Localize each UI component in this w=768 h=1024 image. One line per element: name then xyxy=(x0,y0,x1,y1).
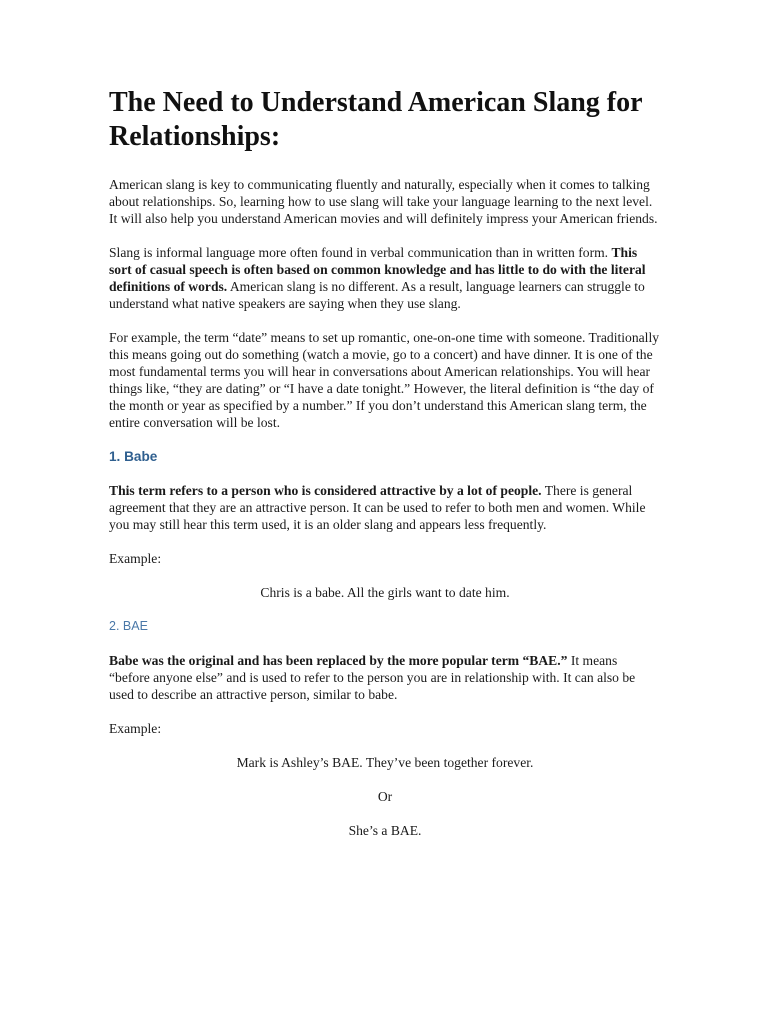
intro-paragraph-2-start: Slang is informal language more often found in verbal communication than in written form. xyxy=(109,245,609,260)
section-babe-text: There is general agreement that they are an attractive person. It can be used to refer to both men and women. While you may still hear this term used, it is an older slang and appears less frequently. xyxy=(109,483,646,532)
section-bae-example-or: Or xyxy=(377,789,393,804)
section-heading-bae: 2. BAE xyxy=(109,619,148,633)
document-title: The Need to Understand American Slang for Relationships: xyxy=(109,87,643,152)
section-babe-definition xyxy=(109,482,661,533)
document-page xyxy=(109,86,661,856)
intro-paragraph-2 xyxy=(109,244,661,312)
intro-paragraph-1: American slang is key to communicating fluently and naturally, especially when it comes to talking about relationships. So, learning how to use slang will take your language learning to the next level. It will also help you understand American movies and will definitely impress your American friends. xyxy=(109,177,658,226)
section-bae-example-label: Example: xyxy=(109,721,162,736)
section-bae-example-2: She’s a BAE. xyxy=(348,823,422,838)
section-bae-text: It means “before anyone else” and is used to refer to the person you are in relationship with. It can also be used to describe an attractive person, similar to babe. xyxy=(109,653,636,702)
section-bae-bold: Babe was the original and has been replaced by the more popular term “BAE.” xyxy=(109,653,568,668)
section-babe-example-label: Example: xyxy=(109,551,162,566)
section-bae-definition xyxy=(109,652,661,703)
intro-paragraph-3: For example, the term “date” means to set up romantic, one-on-one time with someone. Traditionally this means going out do something (watch a movie, go to a concert) and have dinner. It is one of the most fundamental terms you will hear in conversations about American relationships. You will hear things like, “they are dating” or “I have a date tonight.” However, the literal definition is “the day of the month or year as specified by a number.” If you don’t understand this American slang term, the entire conversation will be lost. xyxy=(109,330,660,430)
section-bae-example-1: Mark is Ashley’s BAE. They’ve been together forever. xyxy=(236,755,534,770)
intro-paragraph-2-end: American slang is no different. As a result, language learners can struggle to understand what native speakers are saying when they use slang. xyxy=(109,279,645,311)
section-babe-example-1: Chris is a babe. All the girls want to date him. xyxy=(260,585,510,600)
section-heading-babe: 1. Babe xyxy=(109,449,158,464)
section-babe-bold: This term refers to a person who is considered attractive by a lot of people. xyxy=(109,483,542,498)
intro-paragraph-2-bold: This sort of casual speech is often based on common knowledge and has little to do with the literal definitions of words. xyxy=(109,245,646,294)
